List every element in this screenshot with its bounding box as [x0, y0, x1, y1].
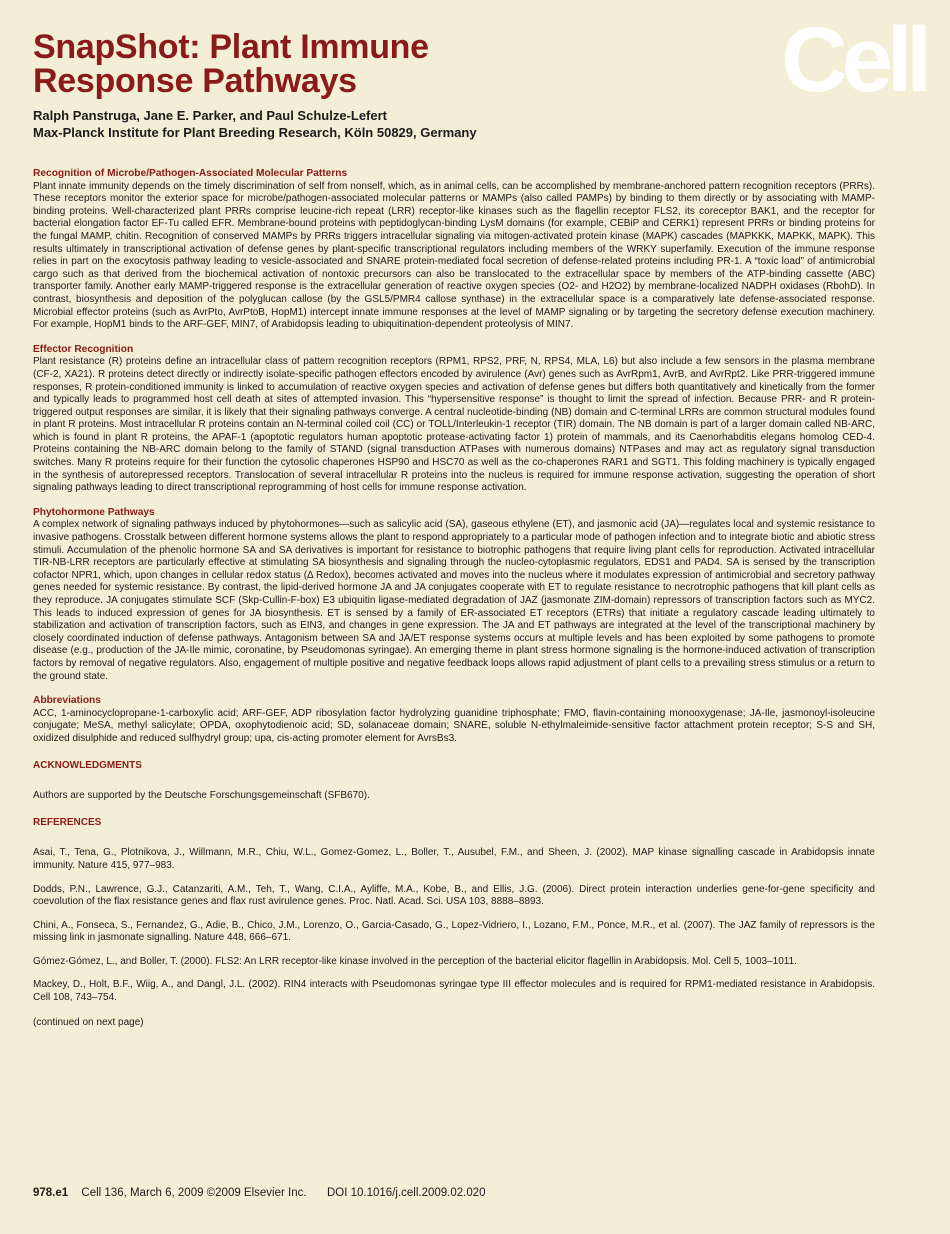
section-phytohormone-pathways	[33, 507, 875, 683]
reference-item: Mackey, D., Holt, B.F., Wiig, A., and Dangl, J.L. (2002). RIN4 interacts with Pseudomonas syringae type III effector molecules and is required for RPM1-mediated resistance in Arabidopsis. Cell 108, 743–754.	[33, 979, 875, 1004]
references-title: REFERENCES	[33, 816, 102, 828]
reference-item: Asai, T., Tena, G., Plotnikova, J., Willmann, M.R., Chiu, W.L., Gomez-Gomez, L., Boller, T., Ausubel, F.M., and Sheen, J. (2002). MAP kinase signalling cascade in Arabidopsis innate immunity. Nature 415, 977–983.	[33, 847, 875, 871]
section-mamp-recognition	[33, 168, 875, 332]
journal-citation: Cell 136, March 6, 2009 ©2009 Elsevier Inc.	[81, 1187, 307, 1199]
cell-logo: Cell	[781, 9, 926, 111]
section-title: Abbreviations	[33, 695, 101, 707]
title-line-2: Response Pathways	[33, 62, 357, 100]
acknowledgments-title: ACKNOWLEDGMENTS	[33, 759, 142, 771]
affiliation: Max-Planck Institute for Plant Breeding Research, Köln 50829, Germany	[33, 125, 477, 140]
section-title: Effector Recognition	[33, 343, 134, 355]
reference-item: Dodds, P.N., Lawrence, G.J., Catanzariti, A.M., Teh, T., Wang, C.I.A., Ayliffe, M.A., Kobe, B., and Ellis, J.G. (2006). Direct protein interaction underlies gene-for-gene specificity and coevolution of the flax resistance genes and flax rust avirulence genes. Proc. Natl. Acad. Sci. USA 103, 8888–8893.	[33, 883, 875, 908]
authors: Ralph Panstruga, Jane E. Parker, and Paul Schulze-Lefert	[33, 108, 388, 123]
acknowledgments-body: Authors are supported by the Deutsche Forschungsgemeinschaft (SFB670).	[33, 790, 370, 802]
section-body: ACC, 1-aminocyclopropane-1-carboxylic acid; ARF-GEF, ADP ribosylation factor hydrolyzing guanidine triphosphate; FMO, flavin-containing monooxygenase; JA-Ile, jasmonoyl-isoleucine conjugate; MeSA, methyl salicylate; OPDA, oxophytodienoic acid; SD, solanaceae domain; SNARE, soluble N-ethylmaleimide-sensitive factor attachment protein receptor; S-S and SH, oxidized disulphide and reduced sulfhydryl group; upa, cis-acting promoter element for AvrsBs3.	[33, 707, 875, 744]
reference-item: Gómez-Gómez, L., and Boller, T. (2000). FLS2: An LRR receptor-like kinase involved in the perception of the bacterial elicitor flagellin in Arabidopsis. Mol. Cell 5, 1003–1011.	[33, 955, 797, 967]
page-title	[33, 30, 673, 98]
page-number: 978.e1	[33, 1187, 69, 1199]
reference-item: Chini, A., Fonseca, S., Fernandez, G., Adie, B., Chico, J.M., Lorenzo, O., Garcia-Casado, G., Lopez-Vidriero, I., Lozano, F.M., Ponce, M.R., et al. (2007). The JAZ family of repressors is the missing link in jasmonate signalling. Nature 448, 666–671.	[33, 919, 875, 944]
section-body: A complex network of signaling pathways induced by phytohormones—such as salicylic acid (SA), gaseous ethylene (ET), and jasmonic acid (JA)—regulates local and systemic resistance to invasive pathogens. Crosstalk between different hormone systems allows the plant to respond appropriately to a particular mode of pathogen infection and to integrate biotic and abiotic stress stimuli. Accumulation of the phenolic hormone SA and SA derivatives is important for resistance to biotrophic pathogens that require living plant cells for reproduction. Activated intracellular TIR-NB-LRR receptors are particularly effective at stimulating SA biosynthesis and signaling through the nucleo-cytoplasmic regulators, EDS1 and PAD4. SA is sensed by the transcription cofactor NPR1, which, upon changes in cellular redox status (Δ Redox), becomes activated and moves into the nucleus where it modulates expression of antimicrobial and secretory pathway genes needed for systemic resistance. By contrast, the lipid-derived hormone JA and JA conjugates cooperate with ET to regulate resistance to necrotrophic pathogens that kill plant cells as they reproduce. JA conjugates stimulate SCF (Skp-Cullin-F-box) E3 ubiquitin ligase-mediated degradation of JAZ (jasmonate ZIM-domain) repressors of transcription factors such as MYC2. This leads to induced expression of genes for JA biosynthesis. ET is sensed by a family of ER-associated ET receptors (ETRs) that initiate a regulatory cascade leading ultimately to stabilization and activation of transcription factors, such as EIN3, and changes in gene expression. The JA and ET pathways are integrated at the level of the transcriptional machinery by closely coordinated induction of defense pathways. Antagonism between SA and JA/ET response systems occurs at multiple levels and has been exploited by some pathogens to promote disease (e.g., production of the JA-Ile mimic, coronatine, by Pseudomonas syringae). An emerging theme in plant stress hormone signaling is the hormone-induced activation of transcription factors by removal of negative regulators. Also, engagement of multiple positive and negative feedback loops allows rapid adjustment of plant cells to a prevailing stress stimulus or a return to the ground state.	[33, 519, 875, 682]
section-title: Phytohormone Pathways	[33, 506, 155, 518]
article-body	[33, 168, 875, 1029]
section-body: Plant resistance (R) proteins define an intracellular class of pattern recognition receptors (RPM1, RPS2, PRF, N, RPS4, MLA, L6) but also include a few sensors in the plasma membrane (CF-2, XA21). R proteins detect directly or indirectly isolate-specific pathogen effectors encoded by avirulence (Avr) genes such as AvrRpm1, AvrB, and AvrRpt2. Like PRR-triggered immune responses, R protein-conditioned immunity is linked to accumulation of reactive oxygen species and activation of defense genes but differs both quantitatively and kinetically from the former and typically leads to programmed host cell death at sites of attempted invasion. This “hypersensitive response” is thought to limit the spread of infection. Because PRR- and R protein-triggered output responses are similar, it is likely that their signaling pathways converge. A central nucleotide-binding (NB) domain and C-terminal LRRs are common structural modules found in plant R proteins. Most intracellular R proteins contain an N-terminal coiled coil (CC) or TOLL/Interleukin-1 receptor (TIR) domain. The NB domain is part of a larger domain called NB-ARC, which is found in plant R proteins, the APAF-1 (apoptotic regulators human apoptotic protease-activating factor 1) protein of mammals, and its Caenorhabditis elegans homolog CED-4. Proteins containing the NB-ARC domain belong to the family of STAND (signal transduction ATPases with numerous domains) NTPases and may act as regulatory signal transduction switches. Many R proteins require for their function the cytosolic chaperones HSP90 and HSC70 as well as the co-chaperones RAR1 and SGT1. This folding machinery is typically engaged in the synthesis of autorepressed receptors. Translocation of several intracellular R proteins into the nucleus is required for immune response activation, suggesting the operation of short signaling pathways leading to direct transcriptional reprogramming of host cells for immune response activation.	[33, 356, 875, 494]
author-block	[33, 107, 477, 141]
section-title: Recognition of Microbe/Pathogen-Associated Molecular Patterns	[33, 168, 348, 179]
continued-note: (continued on next page)	[33, 1016, 144, 1028]
doi-link[interactable]: DOI 10.1016/j.cell.2009.02.020	[326, 1187, 486, 1199]
section-body: Plant innate immunity depends on the timely discrimination of self from nonself, which, as in animal cells, can be accomplished by membrane-anchored pattern recognition receptors (PRRs). These receptors monitor the exterior space for microbe/pathogen-associated molecular patterns or MAMPs (also called PAMPs) by binding to them directly or by associating with MAMP-binding proteins. Well-characterized plant PRRs comprise leucine-rich repeat (LRR) receptor-like kinases such as the flagellin receptor FLS2, its coreceptor BAK1, and the receptor for bacterial elongation factor EF-Tu called EFR. Membrane-bound proteins with peptidoglycan-binding LysM domains (for example, CEBiP and CERK1) represent PRRs or binding proteins for the fungal MAMP, chitin. Recognition of conserved MAMPs by PRRs triggers intracellular signaling via mitogen-activated protein kinase (MAPK) cascades (MAPKKK, MAPKK, MAPK). This results ultimately in transcriptional activation of defense genes by plant-specific transcriptional regulators including members of the WRKY superfamily. Execution of the immune response relies in part on the exocytosis pathway leading to vesicle-associated and SNARE protein-mediated focal secretion of defense-related proteins including PR-1. A “toxic load” of antimicrobial cargo such as that derived from the biochemical activation of nontoxic precursors can also be translocated to the extracellular space by members of the ATP-binding cassette (ABC) transporter family. Another early MAMP-triggered response is the extracellular generation of reactive oxygen species (O2- and H2O2) by membrane-localized NADPH oxidases (RbohD). In contrast, biosynthesis and deposition of the polyglucan callose (by the GSL5/PMR4 callose synthase) in the extracellular space is a comparatively late defense-associated response. Microbial effector proteins (such as AvrPto, AvrPtoB, HopM1) intercept innate immune responses at the level of MAMP signaling or by targeting the secretory defense execution machinery. For example, HopM1 binds to the ARF-GEF, MIN7, of Arabidopsis leading to ubiquitination-dependent proteolysis of MIN7.	[33, 180, 875, 331]
section-abbreviations	[33, 695, 875, 745]
page-footer	[33, 1186, 486, 1200]
title-line-1: SnapShot: Plant Immune	[33, 28, 429, 66]
section-effector-recognition	[33, 344, 875, 495]
